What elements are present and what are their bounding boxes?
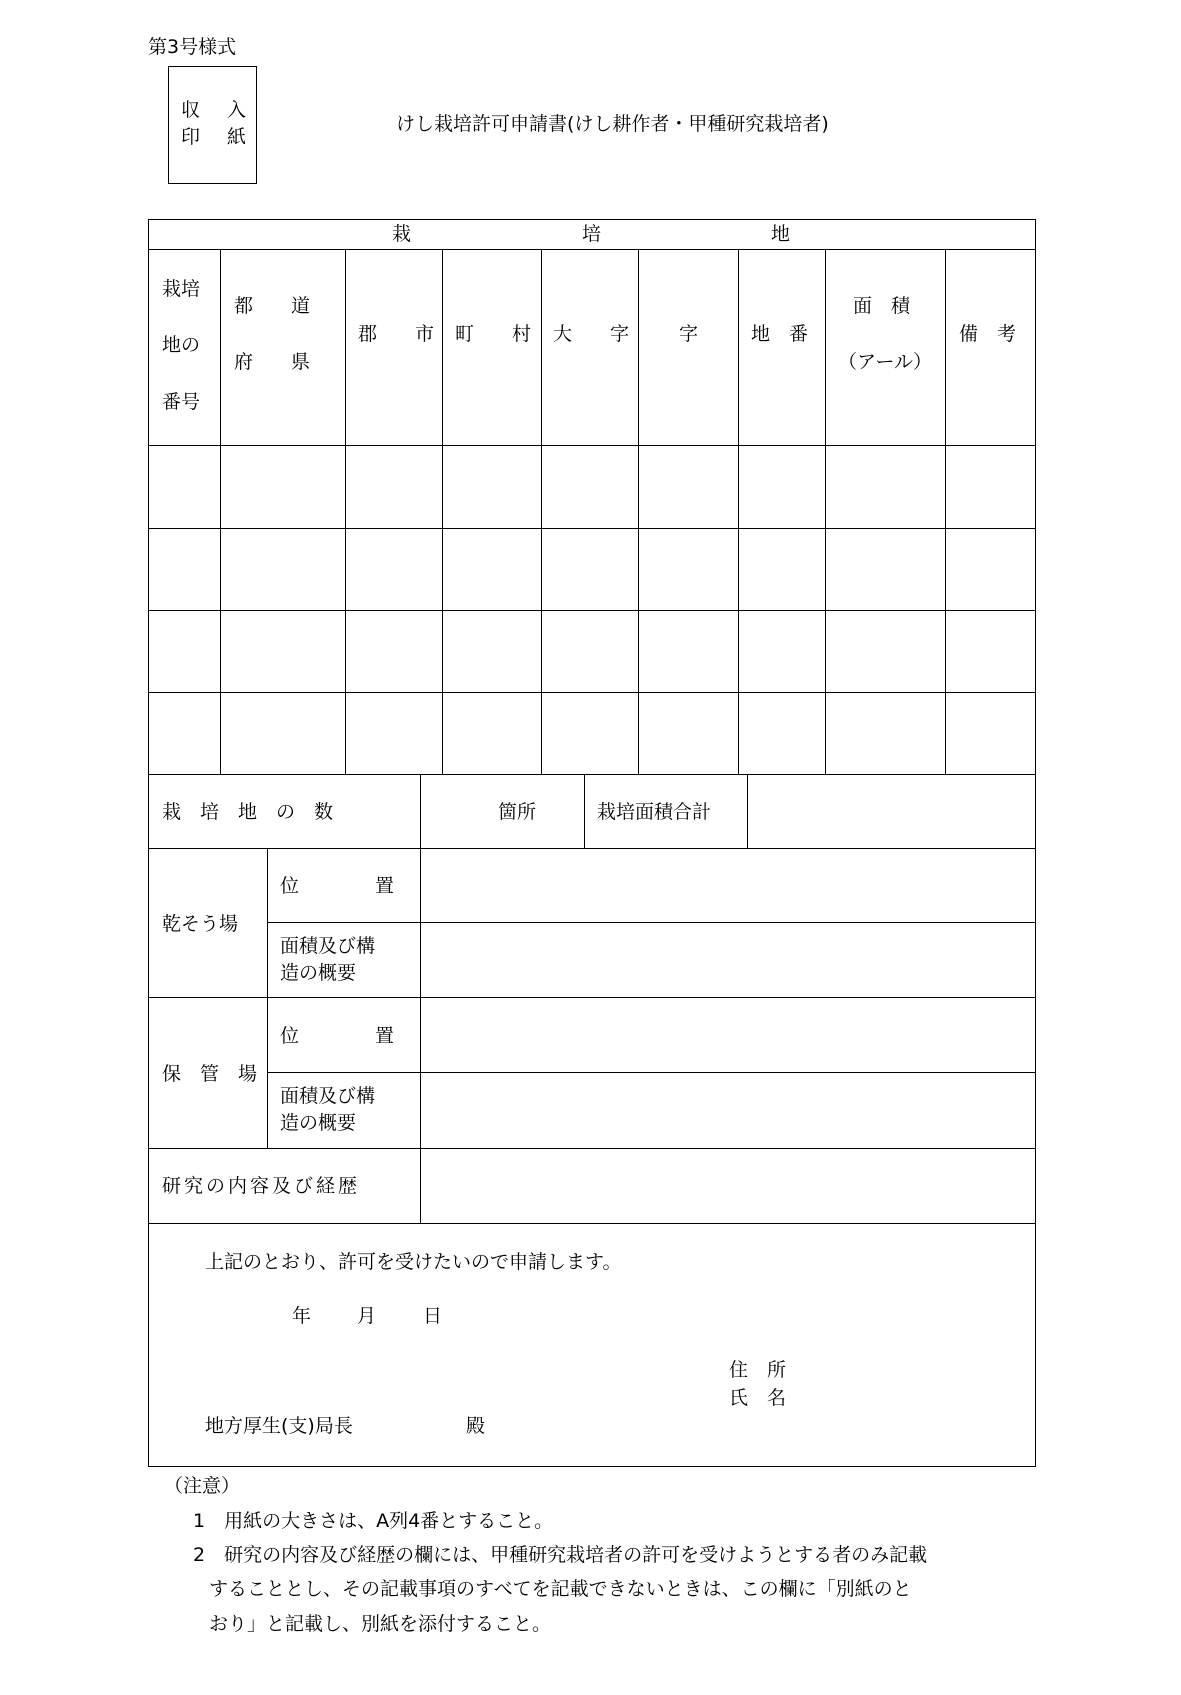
col-number: 栽培: [162, 278, 201, 300]
storage-area-label: 保 管 場: [162, 1063, 258, 1085]
note-item: することとし、その記載事項のすべてを記載できないときは、この欄に「別紙のと: [209, 1578, 912, 1600]
col-number: 番号: [162, 391, 201, 413]
col-lot-number: 地 番: [751, 323, 809, 345]
col-aza: 字: [679, 323, 699, 345]
drying-structure-label: 造の概要: [280, 962, 357, 984]
date-month: 月: [357, 1305, 377, 1327]
col-town-village: 町 村: [455, 323, 532, 345]
col-oaza: 大 字: [553, 323, 630, 345]
header-cultivation: 培: [582, 223, 602, 245]
note-item: 1 用紙の大きさは、A列4番とすること。: [193, 1510, 554, 1532]
stamp-line1: 収 入: [181, 99, 251, 121]
col-remarks: 備 考: [959, 323, 1017, 345]
form-number: 第3号様式: [148, 36, 237, 58]
site-count-label: 栽 培 地 の 数: [162, 801, 334, 823]
col-prefecture: 府 県: [234, 351, 311, 373]
col-prefecture: 都 道: [234, 295, 311, 317]
name-label: 氏 名: [729, 1387, 787, 1409]
date-year: 年: [292, 1305, 312, 1327]
col-area-unit: （アール）: [838, 351, 933, 373]
honorific: 殿: [466, 1415, 486, 1437]
total-area-label: 栽培面積合計: [597, 801, 712, 823]
date-day: 日: [423, 1305, 443, 1327]
document-title: けし栽培許可申請書(けし耕作者・甲種研究栽培者): [396, 113, 829, 135]
address-label: 住 所: [729, 1359, 787, 1381]
notes-heading: （注意）: [164, 1475, 241, 1497]
col-county-city: 郡 市: [358, 323, 435, 345]
storage-position-label: 位 置: [280, 1025, 395, 1047]
drying-area-label: 乾そう場: [162, 913, 239, 935]
storage-structure-label: 面積及び構: [280, 1085, 376, 1107]
stamp-line2: 印 紙: [181, 126, 251, 148]
note-item: おり」と記載し、別紙を添付すること。: [209, 1613, 552, 1635]
site-count-unit: 箇所: [498, 801, 537, 823]
note-item: 2 研究の内容及び経歴の欄には、甲種研究栽培者の許可を受けようとする者のみ記載: [193, 1544, 928, 1566]
storage-structure-label: 造の概要: [280, 1112, 357, 1134]
drying-position-label: 位 置: [280, 875, 395, 897]
addressee: 地方厚生(支)局長: [205, 1415, 353, 1437]
col-number: 地の: [162, 334, 201, 356]
drying-structure-label: 面積及び構: [280, 935, 376, 957]
research-label: 研究の内容及び経歴: [162, 1175, 361, 1197]
revenue-stamp-box: [168, 66, 257, 184]
header-cultivation: 地: [771, 223, 791, 245]
declaration-text: 上記のとおり、許可を受けたいので申請します。: [205, 1251, 622, 1273]
header-cultivation: 栽: [392, 223, 412, 245]
col-area: 面 積: [853, 295, 911, 317]
